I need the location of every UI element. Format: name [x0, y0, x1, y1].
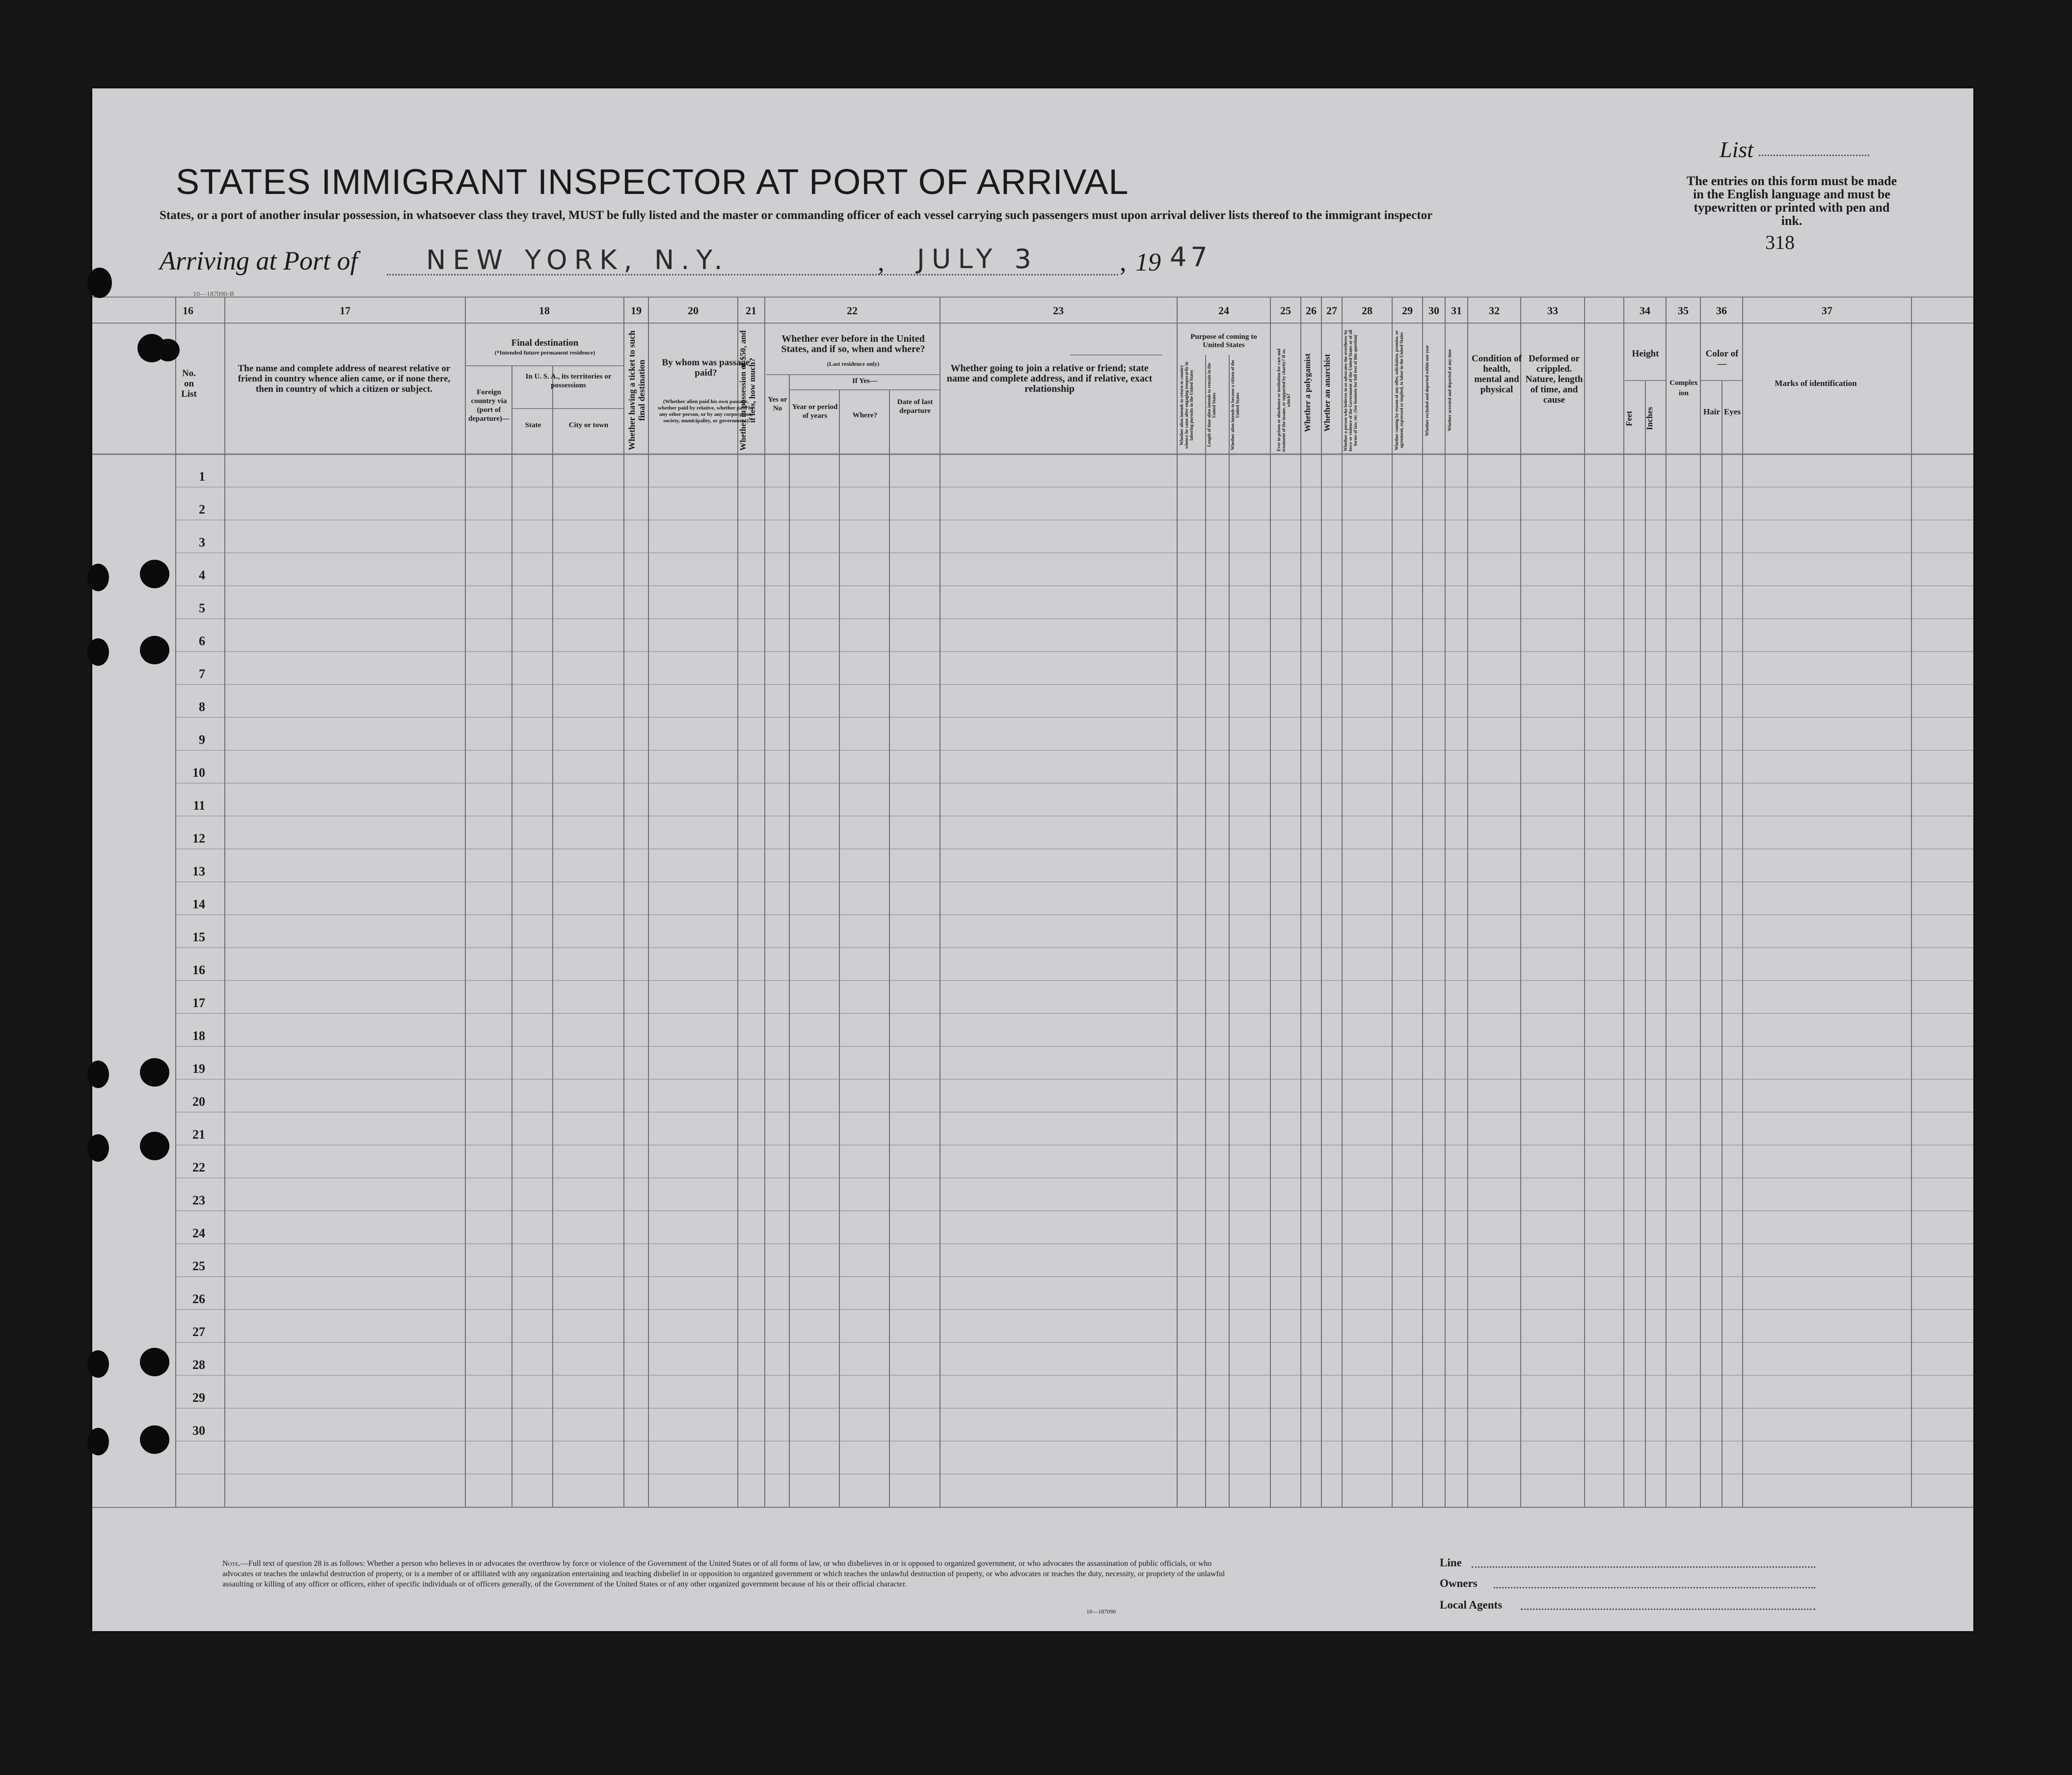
row-number: 13 — [192, 864, 205, 878]
col20-header: By whom was passage paid? — [662, 357, 750, 378]
row-number: 26 — [192, 1292, 205, 1306]
col24-header: Purpose of coming to United States — [1190, 333, 1257, 349]
col18-note: (*Intended future permanent residence) — [494, 349, 595, 356]
column-number: 34 — [1640, 304, 1650, 317]
col24-citizen: Whether alien intends to become a citizen of the United States — [1230, 360, 1240, 450]
col22-date-departure: Date of last departure — [897, 398, 933, 415]
col35-header: Complexion — [1669, 379, 1698, 397]
column-number: 36 — [1716, 304, 1727, 317]
row-number: 23 — [192, 1193, 205, 1207]
col36-hair: Hair — [1703, 407, 1720, 416]
footnote-q28 — [222, 1558, 1229, 1589]
row-number: 12 — [192, 831, 205, 846]
punch-hole — [87, 1061, 109, 1088]
col29-header: Whether coming by reason of any offer, solicitation, promise, or agreement, expressed or implied, to labor in the United States — [1394, 330, 1404, 451]
year-handwritten: 47 — [1170, 242, 1211, 273]
row-number: 7 — [199, 667, 205, 681]
col20-note: (Whether alien paid his own passage, whether paid by relative, whether paid by any other person, or by any corporation, society, municipality, or government) — [658, 399, 754, 424]
col22-if-yes: If Yes— — [852, 377, 877, 385]
page-number: 318 — [1765, 231, 1795, 253]
col34-header: Height — [1632, 349, 1659, 359]
list-label: List — [1720, 137, 1754, 162]
punch-hole — [87, 564, 109, 591]
footnote-text: —Full text of question 28 is as follows: Whether a person who believes in or advocates the overthrow by force or violence of the Government of the United States or of all forms of law, or who disbelieves in or is opposed to organized government, or who advocates the assassination of public officials, or who advocates or teaches the unlawful destruction of property, or is a member of or affiliated with any organization entertaining and teaching disbelief in or opposition to organized government or which teaches the unlawful destruction of property, or who advocates or teaches the duty, necessity, or propriety of the unlawful assaulting or killing of any officer or officers, either of specific individuals or of officers generally, of the Government of the United States or of any other organized government because of his or their official character. — [222, 1559, 1225, 1588]
column-number: 26 — [1306, 304, 1317, 317]
column-number: 16 — [183, 304, 193, 317]
col18-state: State — [525, 421, 541, 429]
column-number: 22 — [847, 304, 858, 317]
column-number: 29 — [1402, 304, 1413, 317]
col18-foreign-country: Foreign country via (port of departure)— — [468, 388, 510, 423]
col17-header: The name and complete address of nearest relative or friend in country whence alien came, or if none there, then in country of which a citizen or subject. — [238, 363, 451, 394]
table-grid — [92, 88, 1973, 1631]
punch-hole — [87, 1428, 109, 1455]
col18-in-usa: In U. S. A., its territories or possessions — [525, 373, 612, 389]
col22-header: Whether ever before in the United States, and if so, when and where? — [781, 333, 925, 355]
col36-header: Color of— — [1705, 349, 1739, 369]
column-number: 28 — [1362, 304, 1372, 317]
column-number: 37 — [1822, 304, 1832, 317]
punch-hole — [140, 1132, 169, 1160]
column-number: 32 — [1489, 304, 1500, 317]
col22-year-period: Year or period of years — [792, 403, 838, 420]
row-number: 21 — [192, 1127, 205, 1142]
row-number: 22 — [192, 1160, 205, 1174]
col33-header: Deformed or crippled. Nature, length of time, and cause — [1525, 354, 1583, 405]
column-number: 33 — [1547, 304, 1558, 317]
row-number: 11 — [193, 798, 205, 813]
row-number: 1 — [199, 469, 205, 484]
row-number: 24 — [192, 1226, 205, 1240]
col21-header: Whether in possession of $50, and if less, how much? — [738, 330, 757, 451]
local-agents-fill — [1521, 1609, 1815, 1610]
row-number: 19 — [192, 1062, 205, 1076]
row-number: 15 — [192, 930, 205, 944]
owners-label: Owners — [1440, 1577, 1478, 1589]
row-number: 10 — [192, 765, 205, 780]
column-number: 31 — [1451, 304, 1462, 317]
row-number: 9 — [199, 733, 205, 747]
col27-header: Whether an anarchist — [1322, 354, 1332, 432]
col25-header: Ever in prison or almshouse or institution for care and treatment of the insane, or supported by charity? If so, which? — [1276, 349, 1291, 452]
manifest-sheet — [92, 88, 1973, 1631]
column-number: 19 — [631, 304, 642, 317]
col26-header: Whether a polygamist — [1303, 353, 1312, 433]
row-number: 28 — [192, 1358, 205, 1372]
col34-feet: Feet — [1624, 410, 1634, 427]
punch-hole — [140, 560, 169, 588]
line-label: Line — [1440, 1557, 1462, 1569]
col36-eyes: Eyes — [1724, 407, 1741, 416]
port-handwritten: NEW YORK, N.Y. — [426, 245, 729, 275]
col16-header: No. on List — [181, 368, 197, 399]
footer-code: 10—187090 — [1086, 1608, 1116, 1615]
punch-hole — [140, 1058, 169, 1087]
row-number: 4 — [199, 568, 205, 582]
punch-hole — [87, 1134, 109, 1162]
punch-hole — [87, 268, 112, 298]
col18-header: Final destination — [511, 338, 579, 348]
punch-hole — [87, 1350, 109, 1378]
row-number: 8 — [199, 700, 205, 714]
col22-note: (Last residence only) — [827, 360, 880, 367]
punch-hole — [140, 1348, 169, 1376]
row-number: 16 — [192, 963, 205, 977]
form-code: 10—187090-B — [193, 291, 234, 298]
row-number: 30 — [192, 1423, 205, 1438]
form-title: STATES IMMIGRANT INSPECTOR AT PORT OF ARRIVAL — [176, 163, 1129, 202]
col28-header: Whether a person who believes in or advocates the overthrow by force or violence of the Government of the United States or of all forms of law, etc. (See footnote for full text of this question) — [1343, 329, 1358, 451]
col30-header: Whether excluded and deported within one year — [1425, 345, 1429, 436]
col23-header: Whether going to join a relative or friend; state name and complete address, and if relative, exact relationship — [946, 363, 1153, 394]
row-number: 29 — [192, 1391, 205, 1405]
column-number: 23 — [1053, 304, 1064, 317]
col24-return: Whether alien intends to return to country whence he came after engaging temporarily in laboring pursuits in the United States — [1179, 361, 1194, 449]
col31-header: Whether arrested and deported at any time — [1447, 349, 1452, 432]
punch-hole — [140, 1425, 169, 1454]
column-number: 35 — [1678, 304, 1689, 317]
line-fill — [1472, 1566, 1815, 1568]
date-handwritten: JULY 3 — [917, 244, 1038, 274]
row-number: 3 — [199, 535, 205, 549]
row-number: 25 — [192, 1259, 205, 1273]
row-number: 5 — [199, 601, 205, 615]
col37-header: Marks of identification — [1775, 379, 1857, 388]
row-number: 18 — [192, 1029, 205, 1043]
col22-yes-no: Yes or No — [768, 396, 787, 412]
row-number: 2 — [199, 502, 205, 517]
punch-hole — [87, 638, 109, 666]
punch-hole — [140, 636, 169, 664]
punch-hole — [156, 339, 180, 361]
comma-separator-2: , — [1120, 247, 1127, 276]
col22-where: Where? — [852, 411, 878, 419]
row-number: 20 — [192, 1094, 205, 1109]
local-agents-label: Local Agents — [1440, 1599, 1503, 1611]
column-number: 20 — [688, 304, 699, 317]
year-printed: 19 — [1135, 248, 1161, 276]
col18-city: City or town — [568, 421, 609, 429]
footnote-lead: Note. — [222, 1559, 241, 1568]
column-number: 24 — [1218, 304, 1229, 317]
form-subtitle: States, or a port of another insular possession, in whatsoever class they travel, MUST be fully listed and the master or commanding officer of each vessel carrying such passengers must upon arrival deliver lists thereof to the immigrant inspector — [160, 209, 1433, 222]
column-number: 18 — [539, 304, 550, 317]
column-number: 30 — [1428, 304, 1439, 317]
column-number: 27 — [1326, 304, 1337, 317]
column-number: 25 — [1280, 304, 1291, 317]
col19-header: Whether having a ticket to such final destination — [627, 330, 646, 451]
row-number: 14 — [192, 897, 205, 911]
arriving-label: Arriving at Port of — [160, 246, 358, 275]
comma-separator: , — [878, 247, 885, 276]
column-number: 17 — [340, 304, 350, 317]
language-notice: The entries on this form must be made in the English language and must be typewritten or printed with pen and ink. — [1686, 174, 1897, 228]
col24-length: Length of time alien intends to remain in the United States — [1207, 363, 1216, 447]
row-number: 27 — [192, 1325, 205, 1339]
row-number: 17 — [192, 996, 205, 1010]
col32-header: Condition of health, mental and physical — [1472, 354, 1522, 395]
column-number: 21 — [746, 304, 756, 317]
col34-inches: Inches — [1645, 407, 1654, 431]
owners-fill — [1494, 1587, 1815, 1588]
row-number: 6 — [199, 634, 205, 648]
